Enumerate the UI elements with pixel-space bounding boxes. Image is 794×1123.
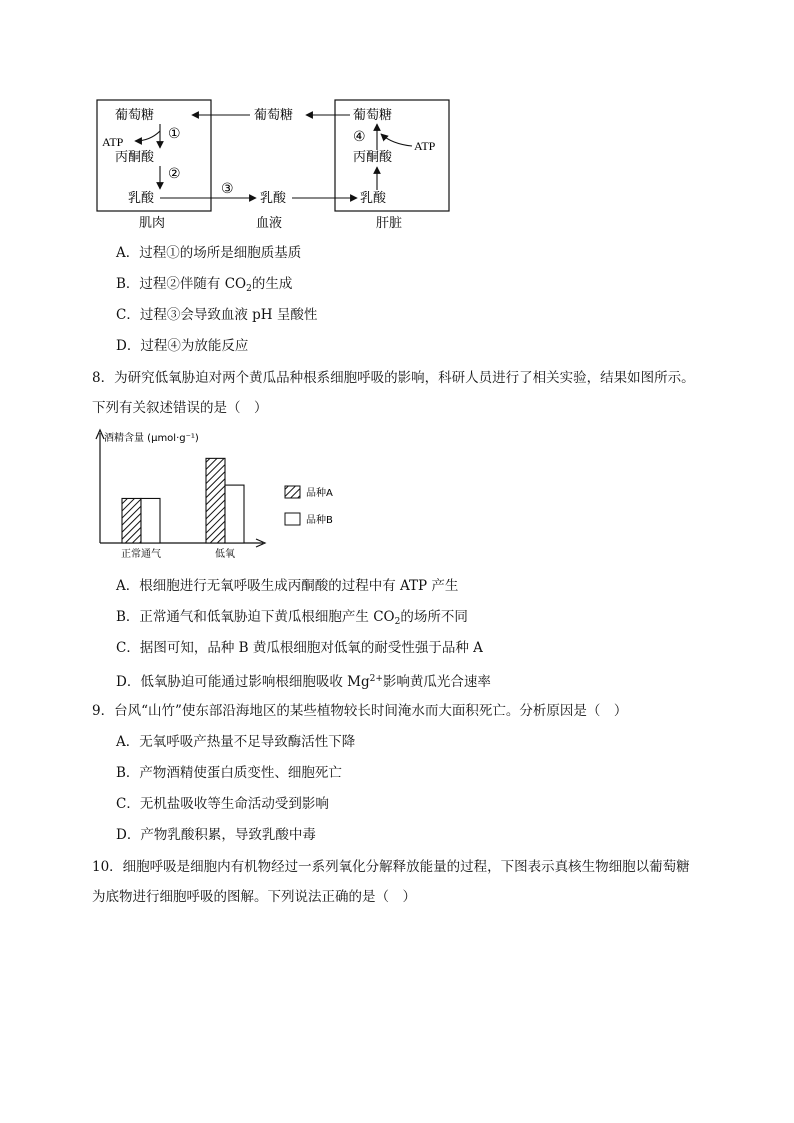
bar-b-1: [225, 485, 244, 543]
muscle-label: 肌肉: [139, 216, 166, 231]
bar-a-1: [206, 458, 225, 543]
q9-option-a[interactable]: A．无氧呼吸产热量不足导致酶活性下降: [116, 734, 356, 750]
step-1-label: ①: [168, 126, 181, 142]
category-label-1: 低氧: [215, 549, 235, 560]
bar-b-0: [141, 498, 160, 543]
y-axis-label: 酒精含量 (μmol·g⁻¹): [104, 433, 199, 444]
q8-option-a[interactable]: A．根细胞进行无氧呼吸生成丙酮酸的过程中有 ATP 产生: [116, 578, 459, 594]
step-4-label: ④: [353, 129, 366, 145]
liver-lactate: 乳酸: [360, 191, 387, 206]
q8-stem-line2: 下列有关叙述错误的是（ ）: [92, 400, 268, 416]
q8-stem-line1: 8．为研究低氧胁迫对两个黄瓜品种根系细胞呼吸的影响，科研人员进行了相关实验，结果如图所示。: [92, 370, 695, 386]
blood-label: 血液: [256, 216, 283, 231]
legend-label-b: 品种B: [306, 515, 333, 526]
q7-option-b[interactable]: B．过程②伴随有 $CO_2$的生成: [116, 276, 293, 294]
alcohol-content-chart: [80, 425, 360, 565]
legend-swatch-b: [285, 513, 300, 525]
muscle-atp: ATP: [102, 135, 124, 149]
q8-option-b[interactable]: B．正常通气和低氧胁迫下黄瓜根细胞产生 $CO_2$的场所不同: [116, 609, 468, 627]
step-3-label: ③: [221, 181, 234, 197]
q8-option-c[interactable]: C．据图可知，品种 B 黄瓜根细胞对低氧的耐受性强于品种 A: [116, 640, 483, 656]
legend-swatch-a: [285, 486, 300, 498]
liver-label: 肝脏: [376, 216, 403, 231]
q9-option-c[interactable]: C．无机盐吸收等生命活动受到影响: [116, 796, 329, 812]
muscle-glucose: 葡萄糖: [115, 108, 155, 123]
liver-glucose: 葡萄糖: [353, 108, 393, 123]
metabolism-diagram: [0, 0, 794, 240]
q10-stem-line1: 10．细胞呼吸是细胞内有机物经过一系列氧化分解释放能量的过程，下图表示真核生物细胞以葡萄糖: [92, 859, 690, 875]
q9-option-b[interactable]: B．产物酒精使蛋白质变性、细胞死亡: [116, 765, 342, 781]
blood-lactate: 乳酸: [260, 191, 287, 206]
bar-a-0: [122, 498, 141, 543]
q7-option-d[interactable]: D．过程④为放能反应: [116, 338, 249, 354]
q10-stem-line2: 为底物进行细胞呼吸的图解。下列说法正确的是（ ）: [92, 889, 416, 905]
q7-option-a[interactable]: A．过程①的场所是细胞质基质: [116, 245, 302, 261]
liver-atp: ATP: [414, 139, 436, 153]
q7-option-c[interactable]: C．过程③会导致血液 pH 呈酸性: [116, 307, 318, 323]
category-label-0: 正常通气: [121, 549, 161, 560]
muscle-pyruvate: 丙酮酸: [115, 150, 155, 165]
q9-stem: 9．台风“山竹”使东部沿海地区的某些植物较长时间淹水而大面积死亡。分析原因是（ ）: [92, 703, 628, 719]
liver-pyruvate: 丙酮酸: [353, 150, 393, 165]
q8-option-d[interactable]: D．低氧胁迫可能通过影响根细胞吸收 $Mg^{2+}$影响黄瓜光合速率: [116, 674, 491, 690]
legend-label-a: 品种A: [306, 488, 333, 499]
step-2-label: ②: [168, 166, 181, 182]
q9-option-d[interactable]: D．产物乳酸积累，导致乳酸中毒: [116, 827, 316, 843]
muscle-lactate: 乳酸: [128, 191, 155, 206]
blood-glucose: 葡萄糖: [254, 108, 294, 123]
